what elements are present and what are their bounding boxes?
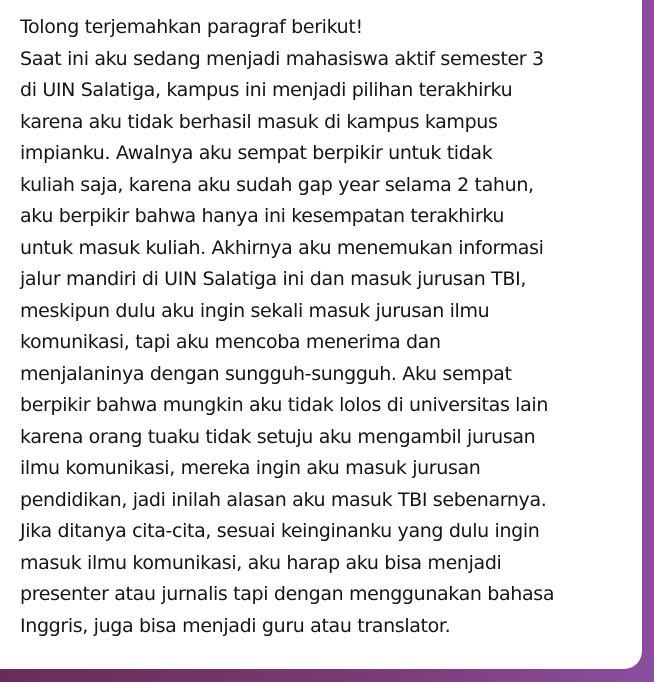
- message-line: ilmu komunikasi, mereka ingin aku masuk jurusan: [20, 457, 481, 479]
- message-line: menjalaninya dengan sungguh-sungguh. Aku sempat: [20, 362, 512, 385]
- message-line: presenter atau jurnalis tapi dengan menggunakan bahasa: [20, 583, 555, 605]
- message-line: Saat ini aku sedang menjadi mahasiswa aktif semester 3: [20, 47, 544, 70]
- message-line: di UIN Salatiga, kampus ini menjadi pilihan terakhirku: [20, 79, 513, 101]
- message-line: Jika ditanya cita-cita, sesuai keinginanku yang dulu ingin: [20, 520, 540, 542]
- message-line: untuk masuk kuliah. Akhirnya aku menemukan informasi: [20, 236, 544, 259]
- message-line: kuliah saja, karena aku sudah gap year selama 2 tahun,: [20, 173, 534, 196]
- message-line: komunikasi, tapi aku mencoba menerima dan: [20, 331, 441, 353]
- message-line: berpikir bahwa mungkin aku tidak lolos di universitas lain: [20, 394, 549, 416]
- message-line: masuk ilmu komunikasi, aku harap aku bisa menjadi: [20, 551, 502, 574]
- message-line: Inggris, juga bisa menjadi guru atau translator.: [20, 614, 451, 637]
- message-line: aku berpikir bahwa hanya ini kesempatan terakhirku: [20, 205, 505, 227]
- message-line: meskipun dulu aku ingin sekali masuk jurusan ilmu: [20, 299, 490, 322]
- message-line: pendidikan, jadi inilah alasan aku masuk TBI sebenarnya.: [20, 488, 547, 511]
- message-line: karena orang tuaku tidak setuju aku mengambil jurusan: [20, 425, 536, 448]
- message-text: [20, 12, 630, 642]
- message-line: impianku. Awalnya aku sempat berpikir untuk tidak: [20, 142, 493, 164]
- message-line: karena aku tidak berhasil masuk di kampus kampus: [20, 110, 498, 133]
- message-line: Tolong terjemahkan paragraf berikut!: [20, 16, 363, 38]
- message-line: jalur mandiri di UIN Salatiga ini dan masuk jurusan TBI,: [20, 268, 527, 290]
